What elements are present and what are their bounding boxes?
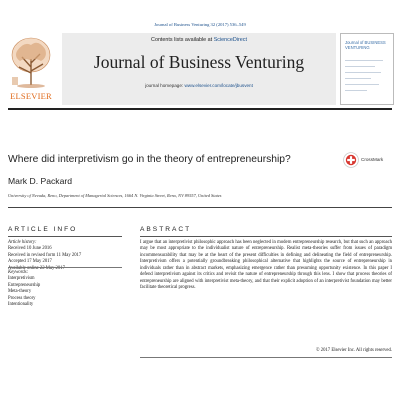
sciencedirect-link[interactable]: ScienceDirect bbox=[213, 37, 247, 43]
journal-homepage-line bbox=[62, 83, 336, 88]
abstract-rule bbox=[140, 236, 392, 237]
abstract-heading: ABSTRACT bbox=[140, 226, 192, 233]
history-received: Received 10 June 2016 bbox=[8, 246, 52, 252]
contents-availability-line bbox=[62, 37, 336, 43]
homepage-prefix: journal homepage: bbox=[145, 83, 184, 88]
history-label: Article history: bbox=[8, 240, 37, 245]
article-info-rule bbox=[8, 236, 122, 237]
contents-prefix: Contents lists available at bbox=[151, 37, 213, 43]
elsevier-tree-logo[interactable] bbox=[8, 33, 54, 89]
journal-homepage-link[interactable]: www.elsevier.com/locate/jbusvent bbox=[184, 83, 253, 88]
keywords-divider bbox=[8, 267, 122, 268]
citation-line[interactable]: Journal of Business Venturing 32 (2017) 536–549 bbox=[154, 22, 246, 27]
keyword-item: Process theory bbox=[8, 295, 36, 301]
article-info-heading: ARTICLE INFO bbox=[8, 226, 78, 233]
abstract-bottom-rule bbox=[140, 357, 392, 358]
keywords-label: Keywords: bbox=[8, 270, 29, 275]
history-accepted: Accepted 17 May 2017 bbox=[8, 259, 52, 265]
copyright-line: © 2017 Elsevier Inc. All rights reserved. bbox=[316, 348, 392, 353]
title-divider bbox=[8, 207, 392, 208]
keyword-item: Meta-theory bbox=[8, 289, 32, 295]
elsevier-wordmark: ELSEVIER bbox=[10, 91, 52, 101]
author-affiliation: University of Nevada, Reno, Department of Managerial Sciences, 1664 N. Virginia Street, Reno, NV 89557, United States bbox=[8, 193, 222, 198]
history-online: Available online 22 May 2017 bbox=[8, 265, 65, 271]
history-revised: Received in revised form 11 May 2017 bbox=[8, 252, 82, 258]
keyword-item: Interpretivism bbox=[8, 276, 35, 282]
keyword-item: Intentionality bbox=[8, 302, 34, 308]
abstract-text: I argue that an interpretivist philosophic approach has been neglected in modern entrepreneurship research, but that such an approach may be most appropriate to the individualist nature of entrepreneurship. Realist meta-theories suffer from issues of paradigm incommensurability that may be at the heart of the present difficulties in defining and delineating the field of entrepreneurship. Interpretivism offers a potentially groundbreaking philosophical alternative that highlights the source of entrepreneurship in individuals rather than in abstract markets, emphasizing emergence rather than presuming opportunity existence. In this paper I defend interpretivism against its critics and revisit the nature of entrepreneurship through this lens. I show that process theories of entrepreneurship are aligned with interpretivist meta-theory, and that their explicit adoption of an interpretivist foundation may better facilitate theoretical progress. bbox=[140, 240, 392, 291]
keyword-item: Entrepreneurship bbox=[8, 282, 41, 288]
journal-cover-thumbnail[interactable] bbox=[340, 33, 394, 105]
journal-title: Journal of Business Venturing bbox=[93, 52, 305, 72]
cover-title: Journal of BUSINESS VENTURING bbox=[345, 40, 386, 50]
crossmark-label[interactable]: CrossMark bbox=[361, 157, 384, 162]
header-divider bbox=[8, 108, 392, 110]
author-name[interactable]: Mark D. Packard bbox=[8, 176, 72, 186]
article-title: Where did interpretivism go in the theory of entrepreneurship? bbox=[8, 154, 291, 165]
keywords-list bbox=[8, 270, 122, 308]
crossmark-icon[interactable] bbox=[343, 152, 359, 168]
